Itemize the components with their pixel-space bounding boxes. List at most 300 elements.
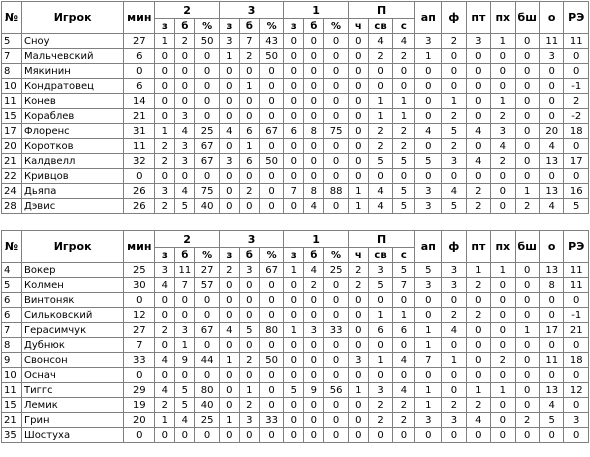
stat-cell: 0 [304,139,324,154]
stat-cell: 0 [368,64,392,79]
stat-cell: 0 [348,323,368,338]
stat-cell: -2 [564,109,589,124]
stat-cell: 1 [415,383,442,398]
header-ph: пх [491,231,515,263]
stat-cell: 0 [124,368,155,383]
stat-cell: 0 [491,184,515,199]
stat-cell: 0 [175,169,195,184]
subheader-cell: % [195,248,219,263]
subheader-cell: % [324,248,348,263]
header-assists: ап [415,231,442,263]
stat-cell: 0 [324,278,348,293]
stat-cell: 6 [239,124,259,139]
stat-cell: 0 [175,428,195,443]
stat-cell: 1 [515,323,539,338]
stat-cell: 0 [515,278,539,293]
player-number: 6 [2,308,22,323]
stat-cell: 2 [466,398,490,413]
stat-cell: 4 [442,184,466,199]
stat-cell: 1 [284,323,304,338]
stat-cell: 0 [415,308,442,323]
stat-cell: 0 [284,308,304,323]
stat-cell: 0 [324,293,348,308]
stat-cell: 2 [491,154,515,169]
stat-cell: 0 [155,109,175,124]
stat-cell: 44 [195,353,219,368]
player-name: Кривцов [22,169,124,184]
stat-cell: 1 [442,94,466,109]
stat-cell: 0 [348,169,368,184]
stat-cell: 75 [324,124,348,139]
stat-cell: 0 [348,64,368,79]
stat-cell: 0 [324,368,348,383]
player-name: Сильковский [22,308,124,323]
stat-cell: 1 [219,353,239,368]
player-number: 35 [2,428,22,443]
player-number: 7 [2,323,22,338]
player-name: Мальчевский [22,49,124,64]
stat-cell: 3 [219,154,239,169]
stat-cell: 0 [155,338,175,353]
stat-cell: 3 [466,34,490,49]
stat-cell: 0 [442,49,466,64]
stat-cell: 0 [324,109,348,124]
stat-cell: 0 [284,368,304,383]
stat-cell: 0 [564,338,589,353]
stat-cell: 0 [284,338,304,353]
stat-cell: 0 [219,398,239,413]
stat-cell: 0 [348,79,368,94]
subheader-cell: ч [348,19,368,34]
stat-cell: 1 [155,34,175,49]
stat-cell: 0 [239,368,259,383]
stat-cell: 0 [466,49,490,64]
stat-cell: 67 [195,154,219,169]
stat-cell: 0 [259,64,283,79]
header-row [2,231,589,248]
stat-cell: 17 [564,154,589,169]
stat-cell: 0 [239,278,259,293]
stat-cell: 5 [539,413,563,428]
stat-cell: 4 [155,278,175,293]
stat-cell: 0 [239,293,259,308]
stat-cell: 0 [195,169,219,184]
player-number: 24 [2,184,22,199]
stat-cell: 5 [442,124,466,139]
stat-cell: 3 [175,323,195,338]
stat-cell: 0 [348,413,368,428]
stat-cell: 0 [284,353,304,368]
stat-cell: 0 [491,278,515,293]
stat-cell: 2 [368,49,392,64]
stat-cell: 3 [368,263,392,278]
stat-cell: 0 [491,323,515,338]
subheader-cell: з [155,248,175,263]
stat-cell: 0 [324,94,348,109]
stat-cell: 5 [415,154,442,169]
table-row [2,278,589,293]
stat-cell: 5 [239,323,259,338]
stat-cell: 0 [259,139,283,154]
stat-cell: 0 [348,428,368,443]
header-player: Игрок [22,2,124,34]
table-row [2,109,589,124]
stat-cell: 4 [466,413,490,428]
stat-cell: 0 [415,169,442,184]
stat-cell: 0 [515,64,539,79]
player-name: Винтоняк [22,293,124,308]
stat-cell: 0 [515,383,539,398]
stat-cell: 3 [239,413,259,428]
stat-cell: 50 [259,353,283,368]
stat-cell: 5 [393,199,415,214]
stat-cell: 4 [393,34,415,49]
stat-cell: 2 [393,413,415,428]
stat-cell: 0 [239,94,259,109]
header-rebounds: П [348,231,415,248]
stat-cell: 0 [368,368,392,383]
table-row [2,34,589,49]
stat-cell: 4 [368,184,392,199]
stat-cell: 0 [539,79,563,94]
stat-cell: 0 [324,338,348,353]
stat-cell: 2 [155,139,175,154]
stat-cell: 0 [466,169,490,184]
stat-cell: 0 [368,169,392,184]
player-name: Колмен [22,278,124,293]
stat-cell: 2 [393,398,415,413]
table-row [2,353,589,368]
stat-cell: 18 [564,353,589,368]
stat-cell: 0 [324,79,348,94]
stat-cell: 1 [239,139,259,154]
team1-stats-table [1,1,589,214]
stat-cell: 0 [195,94,219,109]
stat-cell: 20 [124,413,155,428]
stat-cell: 0 [284,169,304,184]
table-row [2,338,589,353]
stat-cell: 13 [539,263,563,278]
stat-cell: 0 [368,293,392,308]
stat-cell: 0 [284,34,304,49]
header-blocks: бш [515,2,539,34]
stat-cell: 0 [304,398,324,413]
stat-cell: 11 [564,263,589,278]
stat-cell: 4 [304,199,324,214]
stat-cell: 2 [466,184,490,199]
stat-cell: 14 [124,94,155,109]
table-row [2,428,589,443]
stat-cell: 0 [324,353,348,368]
subheader-cell: б [175,248,195,263]
stat-cell: 0 [466,323,490,338]
stat-cell: 7 [175,278,195,293]
stat-cell: 5 [393,154,415,169]
stat-cell: 0 [124,428,155,443]
stat-cell: 0 [348,139,368,154]
stat-cell: 0 [491,64,515,79]
stat-cell: 0 [239,308,259,323]
stat-cell: 0 [219,64,239,79]
stat-cell: 0 [491,368,515,383]
stat-cell: 0 [219,383,239,398]
stat-cell: 0 [491,338,515,353]
player-name: Кораблев [22,109,124,124]
stat-cell: 0 [324,169,348,184]
stat-cell: 0 [195,308,219,323]
stat-cell: 67 [195,139,219,154]
stat-cell: 1 [368,308,392,323]
stat-cell: 0 [259,199,283,214]
stat-cell: 0 [393,428,415,443]
stat-cell: 0 [368,338,392,353]
stat-cell: 0 [324,413,348,428]
stat-cell: 0 [259,383,283,398]
stat-cell: 3 [155,263,175,278]
stat-cell: 0 [304,368,324,383]
stat-cell: 0 [259,338,283,353]
header-minutes: мин [124,231,155,263]
stat-cell: 0 [219,184,239,199]
player-name: Вокер [22,263,124,278]
stat-cell: 0 [415,94,442,109]
stat-cell: 5 [393,184,415,199]
stat-cell: 13 [539,154,563,169]
stat-cell: 0 [324,308,348,323]
stat-cell: 1 [515,184,539,199]
stat-cell: 3 [415,413,442,428]
stat-cell: 33 [259,413,283,428]
stat-cell: 1 [175,338,195,353]
stat-cell: 4 [155,383,175,398]
player-number: 8 [2,338,22,353]
stat-cell: 11 [539,34,563,49]
table-row [2,323,589,338]
stat-cell: 50 [259,49,283,64]
stat-cell: 1 [155,413,175,428]
stat-cell: 0 [175,49,195,64]
stat-cell: 2 [219,263,239,278]
subheader-cell: % [259,19,283,34]
stat-cell: 67 [195,323,219,338]
stat-cell: 6 [124,79,155,94]
table-row [2,49,589,64]
stat-cell: 0 [175,94,195,109]
stat-cell: 4 [219,124,239,139]
stat-cell: 2 [515,413,539,428]
stat-cell: 0 [304,79,324,94]
stat-cell: 0 [324,428,348,443]
stat-cell: 0 [124,293,155,308]
stat-cell: 0 [466,79,490,94]
header-three-pointers: 3 [219,2,283,19]
stat-cell: 4 [539,139,563,154]
player-name: Кондратовец [22,79,124,94]
stat-cell: 0 [219,139,239,154]
stat-cell: 5 [368,154,392,169]
stat-cell: 2 [348,263,368,278]
table-row [2,413,589,428]
stat-cell: 0 [564,49,589,64]
stat-cell: 0 [515,94,539,109]
stat-cell: 0 [442,368,466,383]
stat-cell: 0 [348,308,368,323]
stat-cell: 0 [284,49,304,64]
stat-cell: 0 [304,94,324,109]
stat-cell: 4 [466,124,490,139]
player-name: Грин [22,413,124,428]
stat-cell: 1 [466,263,490,278]
header-assists: ап [415,2,442,34]
stat-cell: 0 [175,308,195,323]
stat-cell: 27 [195,263,219,278]
stat-cell: 0 [324,154,348,169]
stat-cell: 0 [304,308,324,323]
stat-cell: 0 [284,154,304,169]
stat-cell: 0 [304,428,324,443]
stat-cell: 4 [393,353,415,368]
stat-cell: 1 [219,49,239,64]
stat-cell: 11 [564,34,589,49]
stat-cell: 0 [175,293,195,308]
stat-cell: 0 [259,368,283,383]
stat-cell: 0 [515,139,539,154]
stat-cell: 0 [415,428,442,443]
stat-cell: 7 [124,338,155,353]
stat-cell: 4 [368,199,392,214]
stat-cell: 1 [466,383,490,398]
table-row [2,263,589,278]
stat-cell: 0 [284,64,304,79]
stat-cell: 25 [324,263,348,278]
header-efficiency: РЭ [564,231,589,263]
stat-cell: 0 [284,199,304,214]
player-name: Флоренс [22,124,124,139]
stat-cell: 0 [415,368,442,383]
stat-cell: 0 [239,109,259,124]
stat-cell: 0 [348,34,368,49]
stat-cell: 13 [539,184,563,199]
stat-cell: 0 [442,293,466,308]
stat-cell: 7 [415,353,442,368]
stat-cell: 5 [175,199,195,214]
stat-cell: 0 [259,169,283,184]
stat-cell: 0 [564,428,589,443]
stat-cell: 0 [124,64,155,79]
stat-cell: 0 [515,308,539,323]
stat-cell: 0 [515,109,539,124]
stat-cell: 3 [415,184,442,199]
stat-cell: 0 [219,169,239,184]
stat-cell: 0 [491,49,515,64]
stat-cell: 0 [324,398,348,413]
stat-cell: 3 [175,154,195,169]
stat-cell: 11 [124,139,155,154]
header-rebounds: П [348,2,415,19]
stat-cell: 0 [259,398,283,413]
stat-cell: 0 [564,398,589,413]
stat-cell: 0 [393,368,415,383]
stat-cell: 0 [368,428,392,443]
stat-cell: 31 [124,124,155,139]
stat-cell: 0 [259,278,283,293]
stat-cell: 0 [304,34,324,49]
stat-cell: 0 [442,64,466,79]
stat-cell: 2 [442,398,466,413]
stat-cell: 0 [284,398,304,413]
stat-cell: 0 [348,94,368,109]
player-number: 21 [2,154,22,169]
stat-cell: 2 [564,94,589,109]
stat-cell: 4 [175,413,195,428]
header-player: Игрок [22,231,124,263]
stat-cell: 8 [304,124,324,139]
stat-cell: 0 [515,49,539,64]
subheader-cell: ч [348,248,368,263]
stat-cell: 0 [348,293,368,308]
stat-cell: 0 [393,338,415,353]
stat-cell: 5 [564,199,589,214]
stat-cell: 0 [564,293,589,308]
stat-cell: 1 [415,338,442,353]
header-two-pointers: 2 [155,2,219,19]
stat-cell: 0 [539,169,563,184]
player-name: Оснач [22,368,124,383]
stat-cell: 3 [564,413,589,428]
stat-cell: 7 [284,184,304,199]
stat-cell: 4 [466,154,490,169]
stat-cell: 25 [124,263,155,278]
stat-cell: 3 [239,263,259,278]
stat-cell: 0 [155,64,175,79]
stat-cell: 0 [564,368,589,383]
stat-cell: 5 [442,199,466,214]
player-name: Дубнюк [22,338,124,353]
stat-cell: 4 [442,323,466,338]
stat-cell: 0 [466,139,490,154]
stat-cell: 0 [259,308,283,323]
stat-cell: 1 [491,94,515,109]
stat-cell: 2 [368,398,392,413]
stat-cell: 0 [348,49,368,64]
stat-cell: 0 [515,293,539,308]
stat-cell: 2 [491,109,515,124]
stat-cell: 26 [124,199,155,214]
stat-cell: 0 [219,338,239,353]
stat-cell: 0 [195,109,219,124]
header-fouls: ф [442,231,466,263]
stat-cell: 0 [284,109,304,124]
stat-cell: 2 [393,49,415,64]
stat-cell: 5 [175,398,195,413]
stat-cell: 0 [155,428,175,443]
stat-cell: 0 [515,338,539,353]
stat-cell: 1 [491,34,515,49]
stat-cell: 0 [442,428,466,443]
stat-cell: 4 [155,353,175,368]
header-pt: пт [466,2,490,34]
subheader-cell: з [155,19,175,34]
stat-cell: 0 [539,293,563,308]
stat-cell: 67 [259,124,283,139]
stat-cell: 2 [442,34,466,49]
subheader-cell: з [219,19,239,34]
stat-cell: 3 [175,139,195,154]
player-name: Конев [22,94,124,109]
stat-cell: 1 [155,124,175,139]
stat-cell: 0 [155,368,175,383]
player-number: 6 [2,293,22,308]
